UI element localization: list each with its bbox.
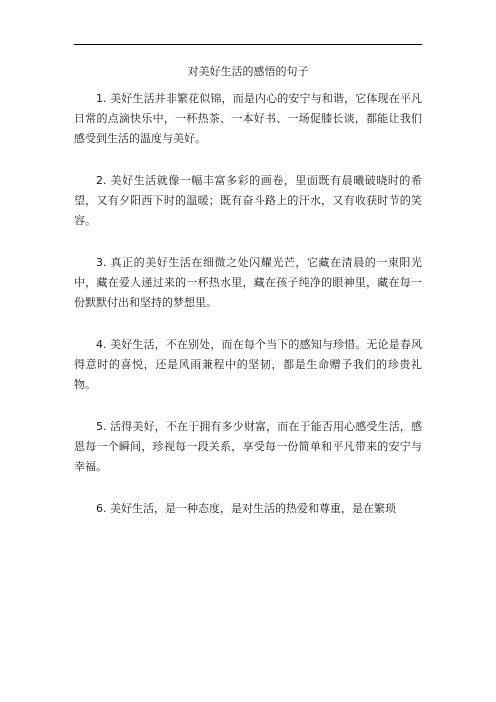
paragraph-3: 3. 真正的美好生活在细微之处闪耀光芒，它藏在清晨的一束阳光中，藏在爱人递过来的一杯热水里，藏在孩子纯净的眼神里，藏在每一份默默付出和坚持的梦想里。 bbox=[74, 256, 422, 309]
paragraph-4: 4. 美好生活，不在别处，而在每个当下的感知与珍惜。无论是春风得意时的喜悦，还是风雨兼程中的坚韧，都是生命赠予我们的珍贵礼物。 bbox=[74, 338, 422, 391]
paragraph-2: 2. 美好生活就像一幅丰富多彩的画卷，里面既有晨曦破晓时的希望，又有夕阳西下时的温暖；既有奋斗路上的汗水，又有收获时节的笑容。 bbox=[74, 174, 422, 227]
header-rule bbox=[74, 44, 422, 45]
paragraph-1: 1. 美好生活并非繁花似锦，而是内心的安宁与和谐，它体现在平凡日常的点滴快乐中，一杯热茶、一本好书、一场促膝长谈，都能让我们感受到生活的温度与美好。 bbox=[74, 92, 422, 145]
document-body bbox=[74, 89, 422, 541]
paragraph-5: 5. 活得美好，不在于拥有多少财富，而在于能否用心感受生活，感恩每一个瞬间，珍视每一段关系，享受每一份简单和平凡带来的安宁与幸福。 bbox=[74, 420, 422, 473]
document-title: 对美好生活的感悟的句子 bbox=[187, 65, 309, 78]
paragraph-6: 6. 美好生活，是一种态度，是对生活的热爱和尊重，是在繁琐 bbox=[96, 502, 396, 515]
